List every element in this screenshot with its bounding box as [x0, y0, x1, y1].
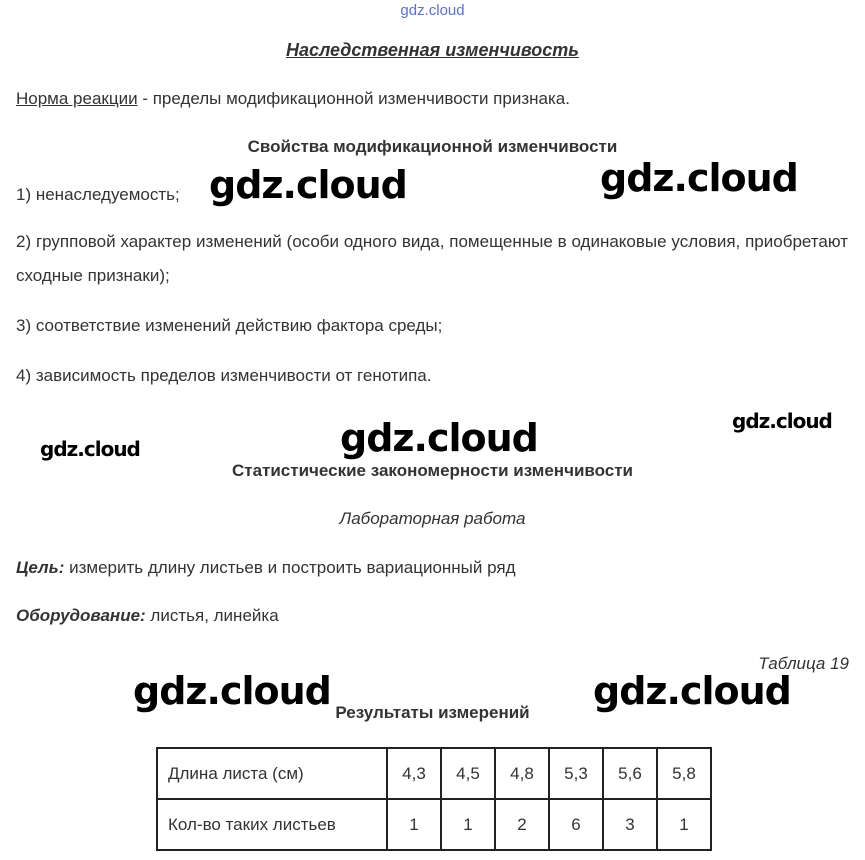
watermark: gdz.cloud	[340, 416, 538, 460]
table-cell: 5,8	[657, 748, 711, 799]
watermark: gdz.cloud	[40, 437, 140, 461]
property-3: 3) соответствие изменений действию фактора среды;	[16, 316, 443, 335]
table-row	[157, 748, 711, 799]
page-title: Наследственная изменчивость	[286, 40, 579, 60]
equipment-text: листья, линейка	[145, 606, 279, 625]
site-label[interactable]: gdz.cloud	[400, 2, 465, 19]
equipment-label: Оборудование:	[16, 606, 146, 625]
lab-title: Лабораторная работа	[339, 509, 526, 528]
watermark: gdz.cloud	[593, 669, 791, 713]
property-2: 2) групповой характер изменений (особи одного вида, помещенные в одинаковые условия, приобретают сходные признаки);	[16, 232, 848, 285]
table-cell: 5,6	[603, 748, 657, 799]
goal-label: Цель:	[16, 558, 65, 577]
table-cell: 2	[495, 799, 549, 850]
property-1: 1) ненаследуемость;	[16, 185, 180, 204]
stats-heading: Статистические закономерности изменчивости	[231, 461, 634, 480]
watermark: gdz.cloud	[133, 669, 331, 713]
table-title: Результаты измерений	[335, 703, 530, 722]
equipment	[16, 606, 279, 626]
watermark: gdz.cloud	[732, 409, 832, 433]
definition	[16, 89, 570, 109]
table-cell: 5,3	[549, 748, 603, 799]
watermark: gdz.cloud	[209, 163, 407, 207]
results-table	[156, 747, 712, 851]
table-cell: 4,3	[387, 748, 441, 799]
table-cell: 6	[549, 799, 603, 850]
row-header-count: Кол-во таких листьев	[157, 799, 387, 850]
table-cell: 4,5	[441, 748, 495, 799]
table-cell: 4,8	[495, 748, 549, 799]
table-cell: 1	[441, 799, 495, 850]
property-4: 4) зависимость пределов изменчивости от генотипа.	[16, 366, 432, 385]
table-cell: 1	[657, 799, 711, 850]
table-row	[157, 799, 711, 850]
definition-text: - пределы модификационной изменчивости признака.	[137, 89, 570, 108]
row-header-length: Длина листа (см)	[157, 748, 387, 799]
table-caption: Таблица 19	[758, 654, 849, 673]
properties-heading: Свойства модификационной изменчивости	[247, 137, 618, 156]
table-cell: 3	[603, 799, 657, 850]
goal-text: измерить длину листьев и построить вариационный ряд	[64, 558, 516, 577]
goal	[16, 558, 516, 578]
watermark: gdz.cloud	[600, 156, 798, 200]
definition-term: Норма реакции	[16, 89, 138, 108]
table-cell: 1	[387, 799, 441, 850]
